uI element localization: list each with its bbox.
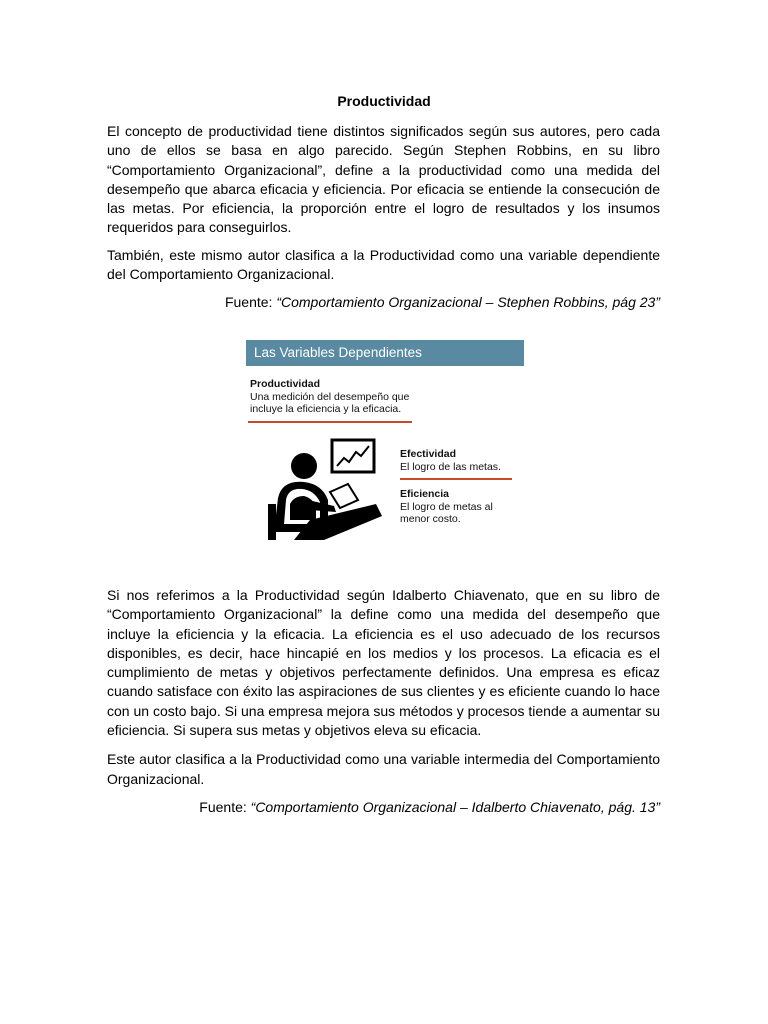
efectividad-block <box>400 448 501 473</box>
productividad-desc-line1: Una medición del desempeño que <box>250 390 410 403</box>
eficiencia-desc-line1: El logro de metas al <box>400 500 493 513</box>
productividad-block <box>250 378 409 416</box>
paragraph-chiavenato-classification: Este autor clasifica a la Productividad como una variable intermedia del Comportamiento Organizacional. <box>107 751 660 787</box>
paragraph-robbins-definition: El concepto de productividad tiene distintos significados según sus autores, pero cada uno de ellos se basa en algo parecido. Según Stephen Robbins, en su libro “Comportamiento Organizacional”, define a la productividad como una medida del desempeño que abarca eficacia y eficiencia. Por eficacia se entiende la consecución de las metas. Por eficiencia, la proporción entre el logro de resultados y los insumos requeridos para conseguirlos. <box>107 123 660 236</box>
eficiencia-title: Eficiencia <box>400 488 450 500</box>
person-desk-chart-icon <box>264 434 384 544</box>
efectividad-rule <box>400 478 512 480</box>
efectividad-title: Efectividad <box>400 448 457 460</box>
eficiencia-desc-line2: menor costo. <box>400 513 461 525</box>
figure-header: Las Variables Dependientes <box>246 340 524 366</box>
section-chiavenato <box>107 586 660 817</box>
productividad-rule <box>248 421 412 423</box>
productividad-desc-line2: incluye la eficiencia y la eficacia. <box>250 403 402 415</box>
paragraph-robbins-classification: También, este mismo autor clasifica a la Productividad como una variable dependiente del Comportamiento Organizacional. <box>107 246 660 283</box>
document-title: Productividad <box>337 93 431 109</box>
variables-dependientes-figure <box>240 338 540 568</box>
productividad-title: Productividad <box>250 378 321 390</box>
source-prefix: Fuente: <box>199 798 251 815</box>
source-reference: “Comportamiento Organizacional – Idalberto Chiavenato, pág. 13” <box>250 798 660 815</box>
efectividad-desc: El logro de las metas. <box>400 460 501 473</box>
source-robbins <box>107 293 660 312</box>
eficiencia-block <box>400 488 493 526</box>
section-robbins <box>107 122 660 312</box>
source-reference: “Comportamiento Organizacional – Stephen Robbins, pág 23” <box>276 294 660 311</box>
paragraph-chiavenato-definition: Si nos referimos a la Productividad según Idalberto Chiavenato, que en su libro de “Comportamiento Organizacional” la define como una medida del desempeño que incluye la eficiencia y la eficacia. La eficiencia es el uso adecuado de los recursos disponibles, es decir, hace hincapié en los medios y los procesos. La eficacia es el cumplimiento de metas y objetivos perfectamente definidos. Una empresa es eficaz cuando satisface con éxito las aspiraciones de sus clientes y es eficiente cuando lo hace con un costo bajo. Si una empresa mejora sus métodos y procesos tiende a aumentar su eficiencia. Si supera sus metas y objetivos eleva su eficacia. <box>107 587 660 739</box>
source-chiavenato <box>107 798 660 817</box>
source-prefix: Fuente: <box>224 294 277 311</box>
